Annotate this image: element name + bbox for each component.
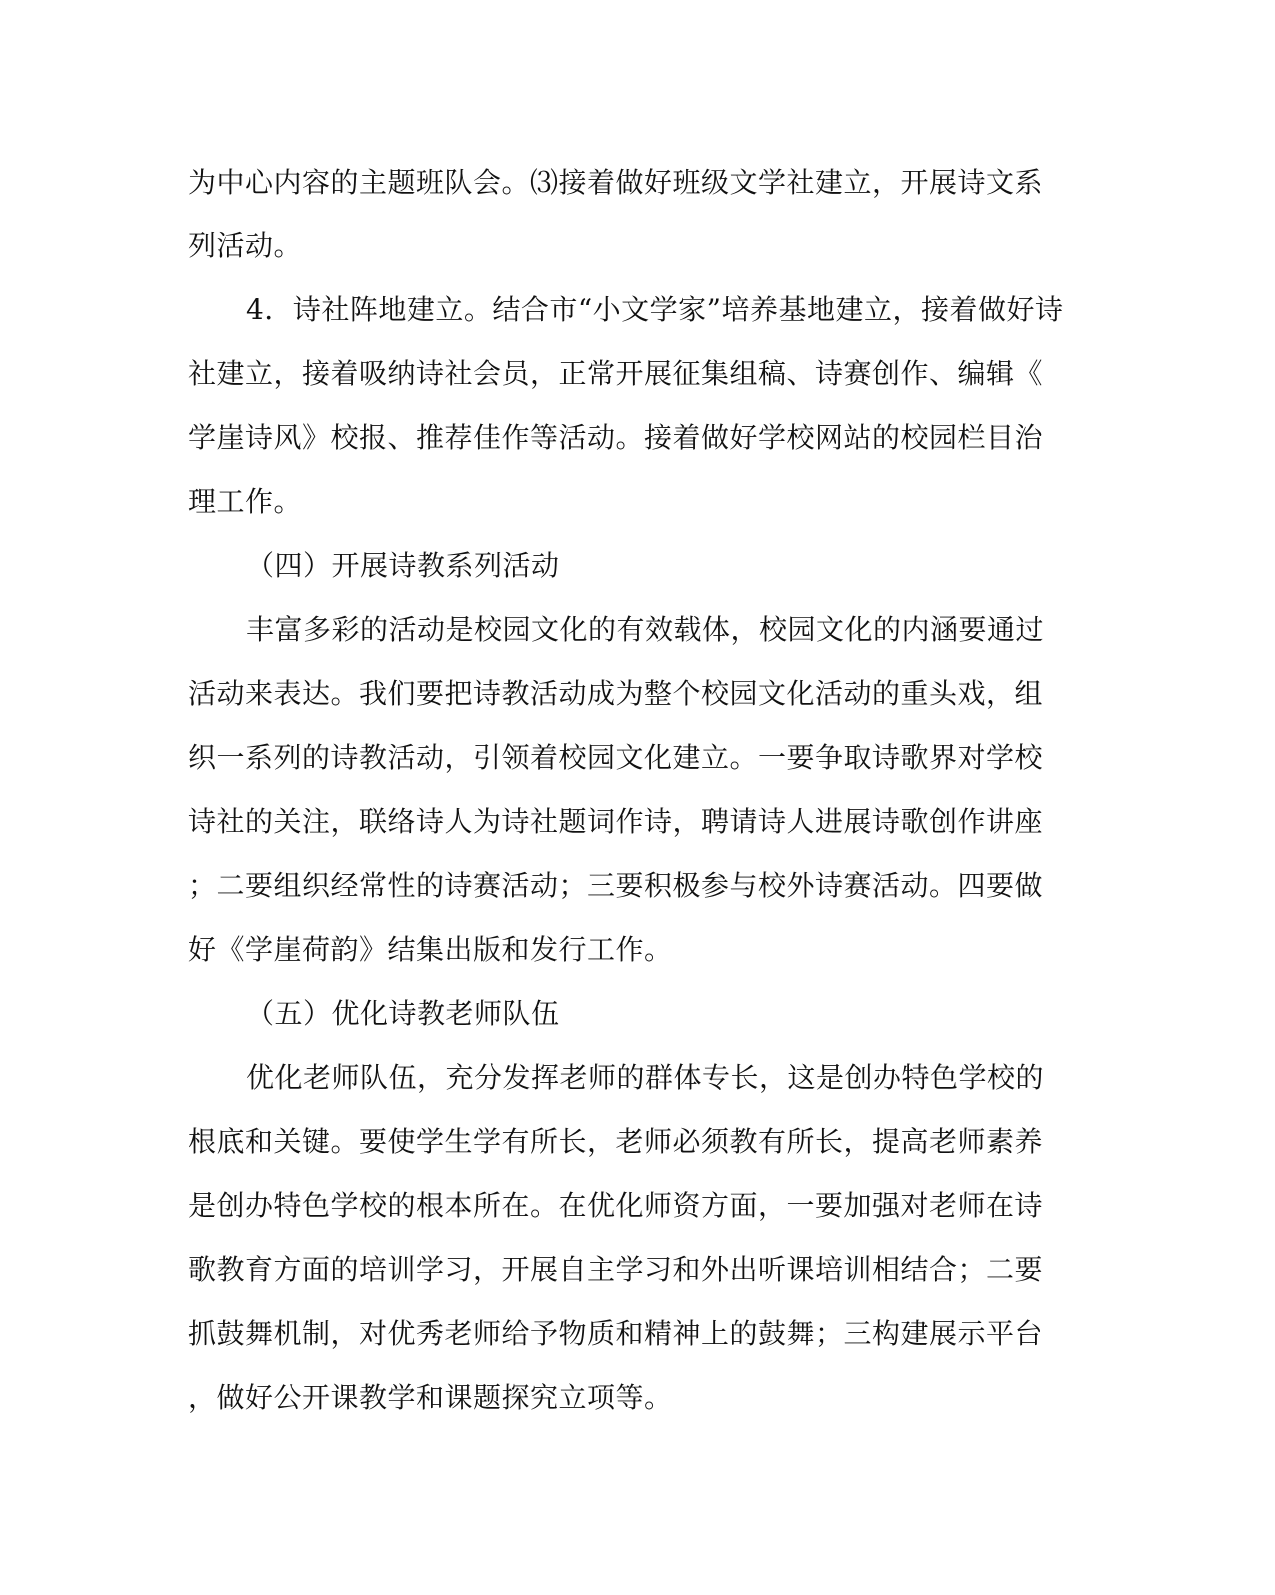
paragraph-line: 理工作。 (188, 485, 303, 518)
section-heading: （四）开展诗教系列活动 (246, 549, 560, 582)
paragraph-line: 抓鼓舞机制，对优秀老师给予物质和精神上的鼓舞；三构建展示平台 (188, 1317, 1044, 1350)
paragraph-line: 优化老师队伍，充分发挥老师的群体专长，这是创办特色学校的 (246, 1061, 1045, 1094)
paragraph-line: 是创办特色学校的根本所在。在优化师资方面，一要加强对老师在诗 (188, 1189, 1044, 1222)
paragraph-line: 为中心内容的主题班队会。⑶接着做好班级文学社建立，开展诗文系 (188, 166, 1044, 199)
paragraph-line: 诗社的关注，联络诗人为诗社题词作诗，聘请诗人进展诗歌创作讲座 (188, 805, 1044, 838)
paragraph-line: 根底和关键。要使学生学有所长，老师必须教有所长，提高老师素养 (188, 1125, 1044, 1158)
paragraph-line: ，做好公开课教学和课题探究立项等。 (188, 1381, 673, 1414)
paragraph-line: 社建立，接着吸纳诗社会员，正常开展征集组稿、诗赛创作、编辑《 (188, 357, 1044, 390)
paragraph-line: 活动来表达。我们要把诗教活动成为整个校园文化活动的重头戏，组 (188, 677, 1044, 710)
paragraph-line: 好《学崖荷韵》结集出版和发行工作。 (188, 933, 673, 966)
paragraph-line: ；二要组织经常性的诗赛活动；三要积极参与校外诗赛活动。四要做 (188, 869, 1044, 902)
paragraph-line: 织一系列的诗教活动，引领着校园文化建立。一要争取诗歌界对学校 (188, 741, 1044, 774)
paragraph-line: 4．诗社阵地建立。结合市“小文学家”培养基地建立，接着做好诗 (246, 293, 1064, 326)
paragraph-line: 学崖诗风》校报、推荐佳作等活动。接着做好学校网站的校园栏目治 (188, 421, 1044, 454)
paragraph-line: 丰富多彩的活动是校园文化的有效载体，校园文化的内涵要通过 (246, 613, 1045, 646)
paragraph-line: 列活动。 (188, 229, 303, 262)
paragraph-line: 歌教育方面的培训学习，开展自主学习和外出听课培训相结合；二要 (188, 1253, 1044, 1286)
section-heading: （五）优化诗教老师队伍 (246, 997, 560, 1030)
